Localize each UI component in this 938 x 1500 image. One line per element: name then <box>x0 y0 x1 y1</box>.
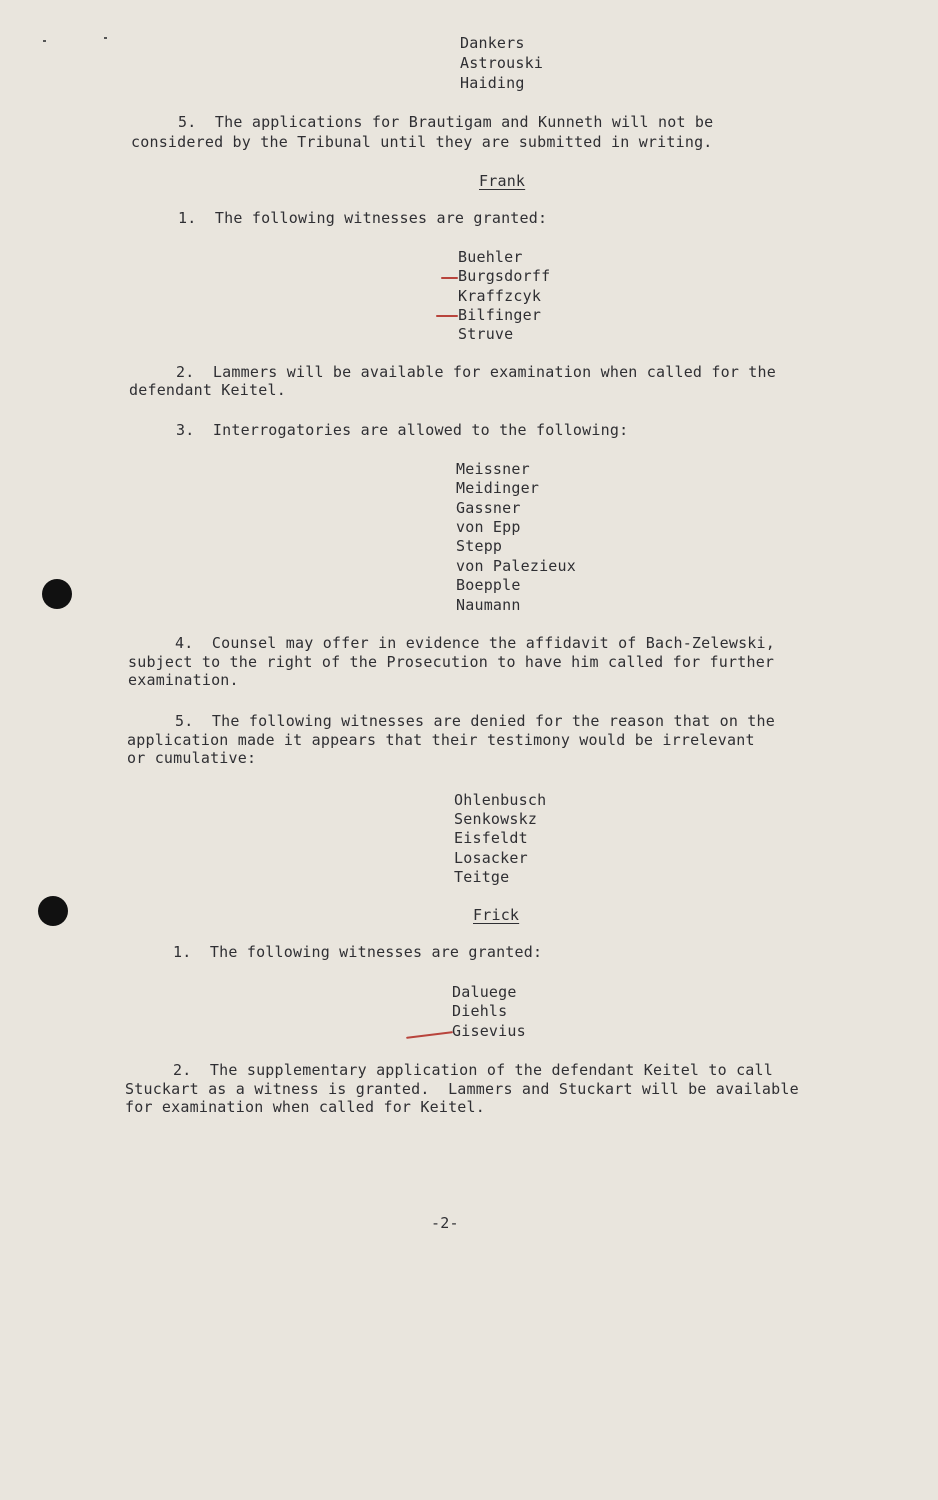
paragraph-line: or cumulative: <box>127 749 257 767</box>
red-pencil-mark <box>441 277 458 279</box>
paper-speck <box>104 37 107 39</box>
paragraph-line: Stuckart as a witness is granted. Lammers and Stuckart will be available <box>125 1080 799 1098</box>
witness-name: Struve <box>458 325 514 343</box>
page-number: -2- <box>431 1214 459 1232</box>
paragraph-line: 1. The following witnesses are granted: <box>173 943 543 961</box>
paragraph-line: 3. Interrogatories are allowed to the following: <box>176 421 629 439</box>
punch-hole <box>42 579 72 609</box>
witness-name: Stepp <box>456 537 503 555</box>
witness-name: Gisevius <box>452 1022 526 1040</box>
witness-name: Naumann <box>456 596 521 614</box>
witness-name: von Palezieux <box>456 557 576 575</box>
paragraph-line: subject to the right of the Prosecution to have him called for further <box>128 653 775 671</box>
witness-name: Teitge <box>454 868 510 886</box>
witness-name: Senkowskz <box>454 810 538 828</box>
paragraph-line: application made it appears that their testimony would be irrelevant <box>127 731 755 749</box>
witness-name: Boepple <box>456 576 521 594</box>
witness-name: Haiding <box>460 74 525 92</box>
red-pencil-mark <box>406 1031 453 1039</box>
witness-name: Buehler <box>458 248 523 266</box>
section-heading-frank: Frank <box>479 172 526 190</box>
paragraph-line: 5. The applications for Brautigam and Kunneth will not be <box>178 113 714 131</box>
paper-speck <box>43 40 46 42</box>
paragraph-line: for examination when called for Keitel. <box>125 1098 485 1116</box>
paragraph-line: 2. The supplementary application of the defendant Keitel to call <box>173 1061 773 1079</box>
witness-name: Meidinger <box>456 479 540 497</box>
paragraph-line: defendant Keitel. <box>129 381 286 399</box>
witness-name: Gassner <box>456 499 521 517</box>
witness-name: Astrouski <box>460 54 544 72</box>
paragraph-line: 1. The following witnesses are granted: <box>178 209 548 227</box>
paragraph-line: 2. Lammers will be available for examination when called for the <box>176 363 776 381</box>
paragraph-line: 5. The following witnesses are denied for the reason that on the <box>175 712 775 730</box>
witness-name: Kraffzcyk <box>458 287 542 305</box>
paragraph-line: considered by the Tribunal until they are submitted in writing. <box>131 133 713 151</box>
witness-name: Burgsdorff <box>458 267 551 285</box>
witness-name: von Epp <box>456 518 521 536</box>
witness-name: Diehls <box>452 1002 508 1020</box>
red-pencil-mark <box>436 315 458 317</box>
witness-name: Bilfinger <box>458 306 542 324</box>
witness-name: Losacker <box>454 849 528 867</box>
paragraph-line: 4. Counsel may offer in evidence the affidavit of Bach-Zelewski, <box>175 634 775 652</box>
section-heading-frick: Frick <box>473 906 520 924</box>
witness-name: Eisfeldt <box>454 829 528 847</box>
paragraph-line: examination. <box>128 671 239 689</box>
witness-name: Daluege <box>452 983 517 1001</box>
witness-name: Meissner <box>456 460 530 478</box>
punch-hole <box>38 896 68 926</box>
witness-name: Dankers <box>460 34 525 52</box>
witness-name: Ohlenbusch <box>454 791 547 809</box>
